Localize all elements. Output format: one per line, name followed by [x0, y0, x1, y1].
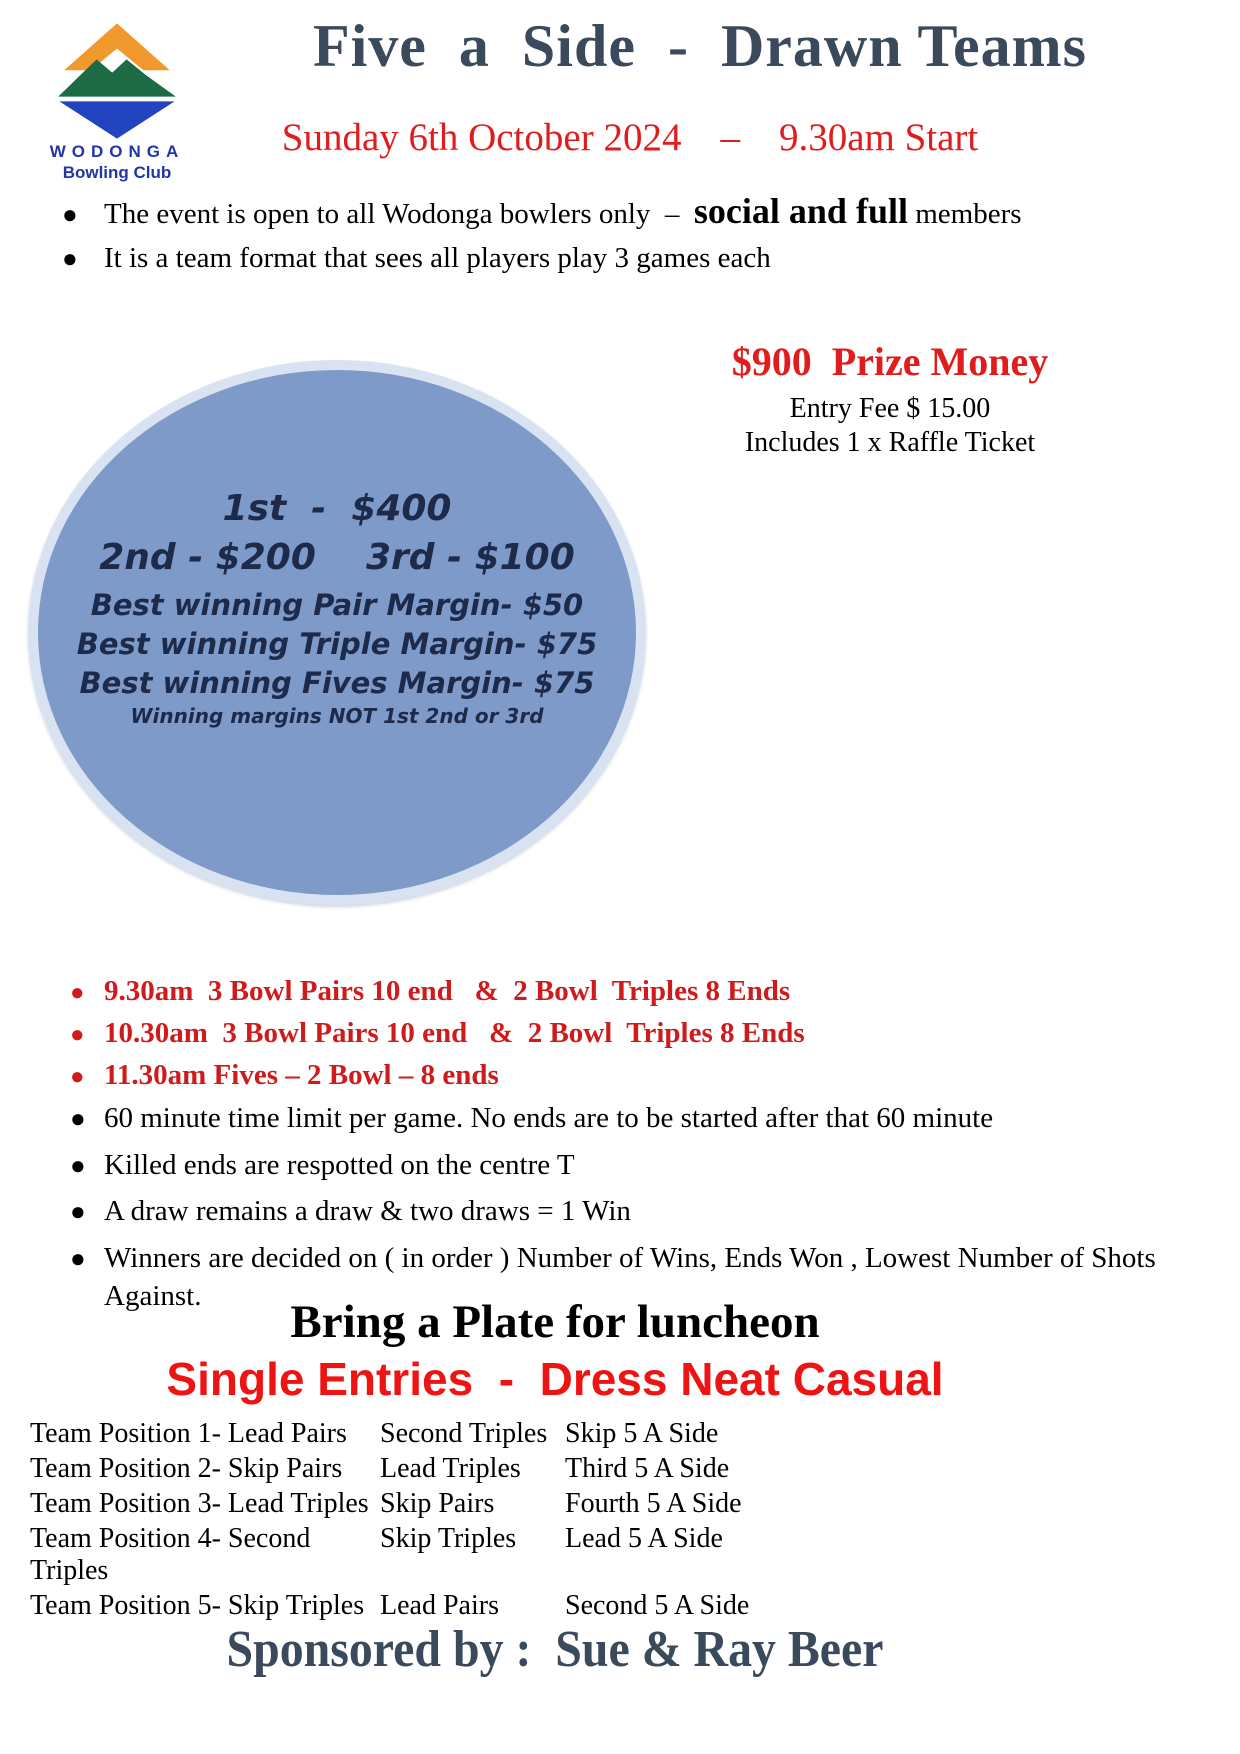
- intro-bullet-1-post: members: [907, 198, 1022, 230]
- schedule-930: 9.30am 3 Bowl Pairs 10 end & 2 Bowl Triples 8 Ends: [104, 975, 791, 1007]
- rule-bullet: [70, 1147, 1220, 1185]
- position-cell: Team Position 4- Second Triples: [30, 1523, 311, 1586]
- schedule-1130: 11.30am Fives – 2 Bowl – 8 ends: [104, 1059, 499, 1091]
- position-cell: Team Position 3- Lead Triples: [30, 1488, 369, 1519]
- intro-bullet-1-bold: social and full: [693, 191, 908, 231]
- bullet-icon: ●: [70, 1197, 86, 1227]
- prize-ellipse: [28, 360, 646, 905]
- intro-bullet-2-text: It is a team format that sees all players play 3 games each: [104, 242, 771, 274]
- club-name: WODONGA: [49, 142, 185, 161]
- fives-cell: Skip 5 A Side: [565, 1418, 719, 1449]
- team-positions-table: [30, 1418, 1030, 1625]
- bullet-icon: ●: [62, 244, 78, 273]
- bullet-icon: ●: [70, 1244, 86, 1274]
- position-cell: Team Position 2- Skip Pairs: [30, 1453, 343, 1484]
- table-row: [30, 1590, 1030, 1622]
- prize-pair-margin: Best winning Pair Margin- $50: [90, 588, 584, 622]
- fives-cell: Second 5 A Side: [565, 1590, 750, 1621]
- entry-fee: Entry Fee $ 15.00: [789, 393, 991, 424]
- prize-panel: [660, 338, 1120, 459]
- club-logo-icon: [57, 22, 177, 140]
- intro-bullets: [62, 190, 1202, 285]
- prize-second-third: 2nd - $200 3rd - $100: [99, 537, 575, 578]
- entries-heading: Single Entries - Dress Neat Casual: [166, 1353, 944, 1405]
- schedule-bullet: [70, 975, 1210, 1008]
- position-cell: Team Position 5- Skip Triples: [30, 1590, 365, 1621]
- prize-breakdown: [38, 488, 636, 728]
- prize-fives-margin: Best winning Fives Margin- $75: [79, 666, 595, 700]
- rule-time-limit: 60 minute time limit per game. No ends are to be started after that 60 minute: [104, 1102, 994, 1134]
- bullet-icon: ●: [70, 1022, 85, 1048]
- table-row: [30, 1418, 1030, 1450]
- triples-cell: Skip Triples: [380, 1523, 517, 1554]
- triples-cell: Skip Pairs: [380, 1488, 495, 1519]
- fives-cell: Fourth 5 A Side: [565, 1488, 742, 1519]
- table-row: [30, 1523, 1030, 1587]
- prize-first: 1st - $400: [222, 488, 452, 529]
- rule-bullet: [70, 1193, 1220, 1231]
- bullet-icon: ●: [70, 980, 85, 1006]
- logo-orange-chevron: [64, 23, 170, 70]
- fives-cell: Third 5 A Side: [565, 1453, 730, 1484]
- bullet-icon: ●: [70, 1104, 86, 1133]
- intro-bullet-1: [62, 190, 1202, 232]
- luncheon-heading: Bring a Plate for luncheon: [290, 1296, 820, 1348]
- prize-margin-note: Winning margins NOT 1st 2nd or 3rd: [130, 704, 544, 728]
- triples-cell: Second Triples: [380, 1418, 548, 1449]
- position-cell: Team Position 1- Lead Pairs: [30, 1418, 347, 1449]
- page-title: Five a Side - Drawn Teams: [312, 13, 1088, 79]
- schedule-bullet: [70, 1017, 1210, 1050]
- prize-headline: $900 Prize Money: [731, 339, 1049, 384]
- logo-blue-triangle: [59, 101, 174, 138]
- intro-bullet-1-pre: The event is open to all Wodonga bowlers only –: [104, 198, 694, 230]
- club-subtitle: Bowling Club: [62, 163, 172, 182]
- table-row: [30, 1453, 1030, 1485]
- triples-cell: Lead Pairs: [380, 1590, 499, 1621]
- rule-killed-ends: Killed ends are respotted on the centre T: [104, 1148, 575, 1181]
- rule-draws: A draw remains a draw & two draws = 1 Win: [104, 1195, 631, 1228]
- bullet-icon: ●: [70, 1150, 86, 1180]
- rule-bullets: [70, 1100, 1220, 1324]
- fives-cell: Lead 5 A Side: [565, 1523, 723, 1554]
- rule-winners: Winners are decided on ( in order ) Number of Wins, Ends Won , Lowest Number of Shots Against.: [104, 1242, 1156, 1312]
- bullet-icon: ●: [62, 200, 78, 229]
- intro-bullet-2: [62, 242, 1202, 275]
- raffle-note: Includes 1 x Raffle Ticket: [744, 427, 1036, 458]
- intro-bullet-1-text: [104, 190, 1022, 232]
- triples-cell: Lead Triples: [380, 1453, 521, 1484]
- schedule-bullets: [70, 975, 1210, 1101]
- event-date-line: Sunday 6th October 2024 – 9.30am Start: [281, 116, 979, 159]
- sponsor-line: Sponsored by : Sue & Ray Beer: [226, 1621, 884, 1678]
- schedule-bullet: [70, 1059, 1210, 1092]
- rule-bullet: [70, 1100, 1220, 1138]
- schedule-1030: 10.30am 3 Bowl Pairs 10 end & 2 Bowl Triples 8 Ends: [104, 1017, 805, 1049]
- prize-triple-margin: Best winning Triple Margin- $75: [76, 627, 598, 661]
- table-row: [30, 1488, 1030, 1520]
- bullet-icon: ●: [70, 1064, 85, 1090]
